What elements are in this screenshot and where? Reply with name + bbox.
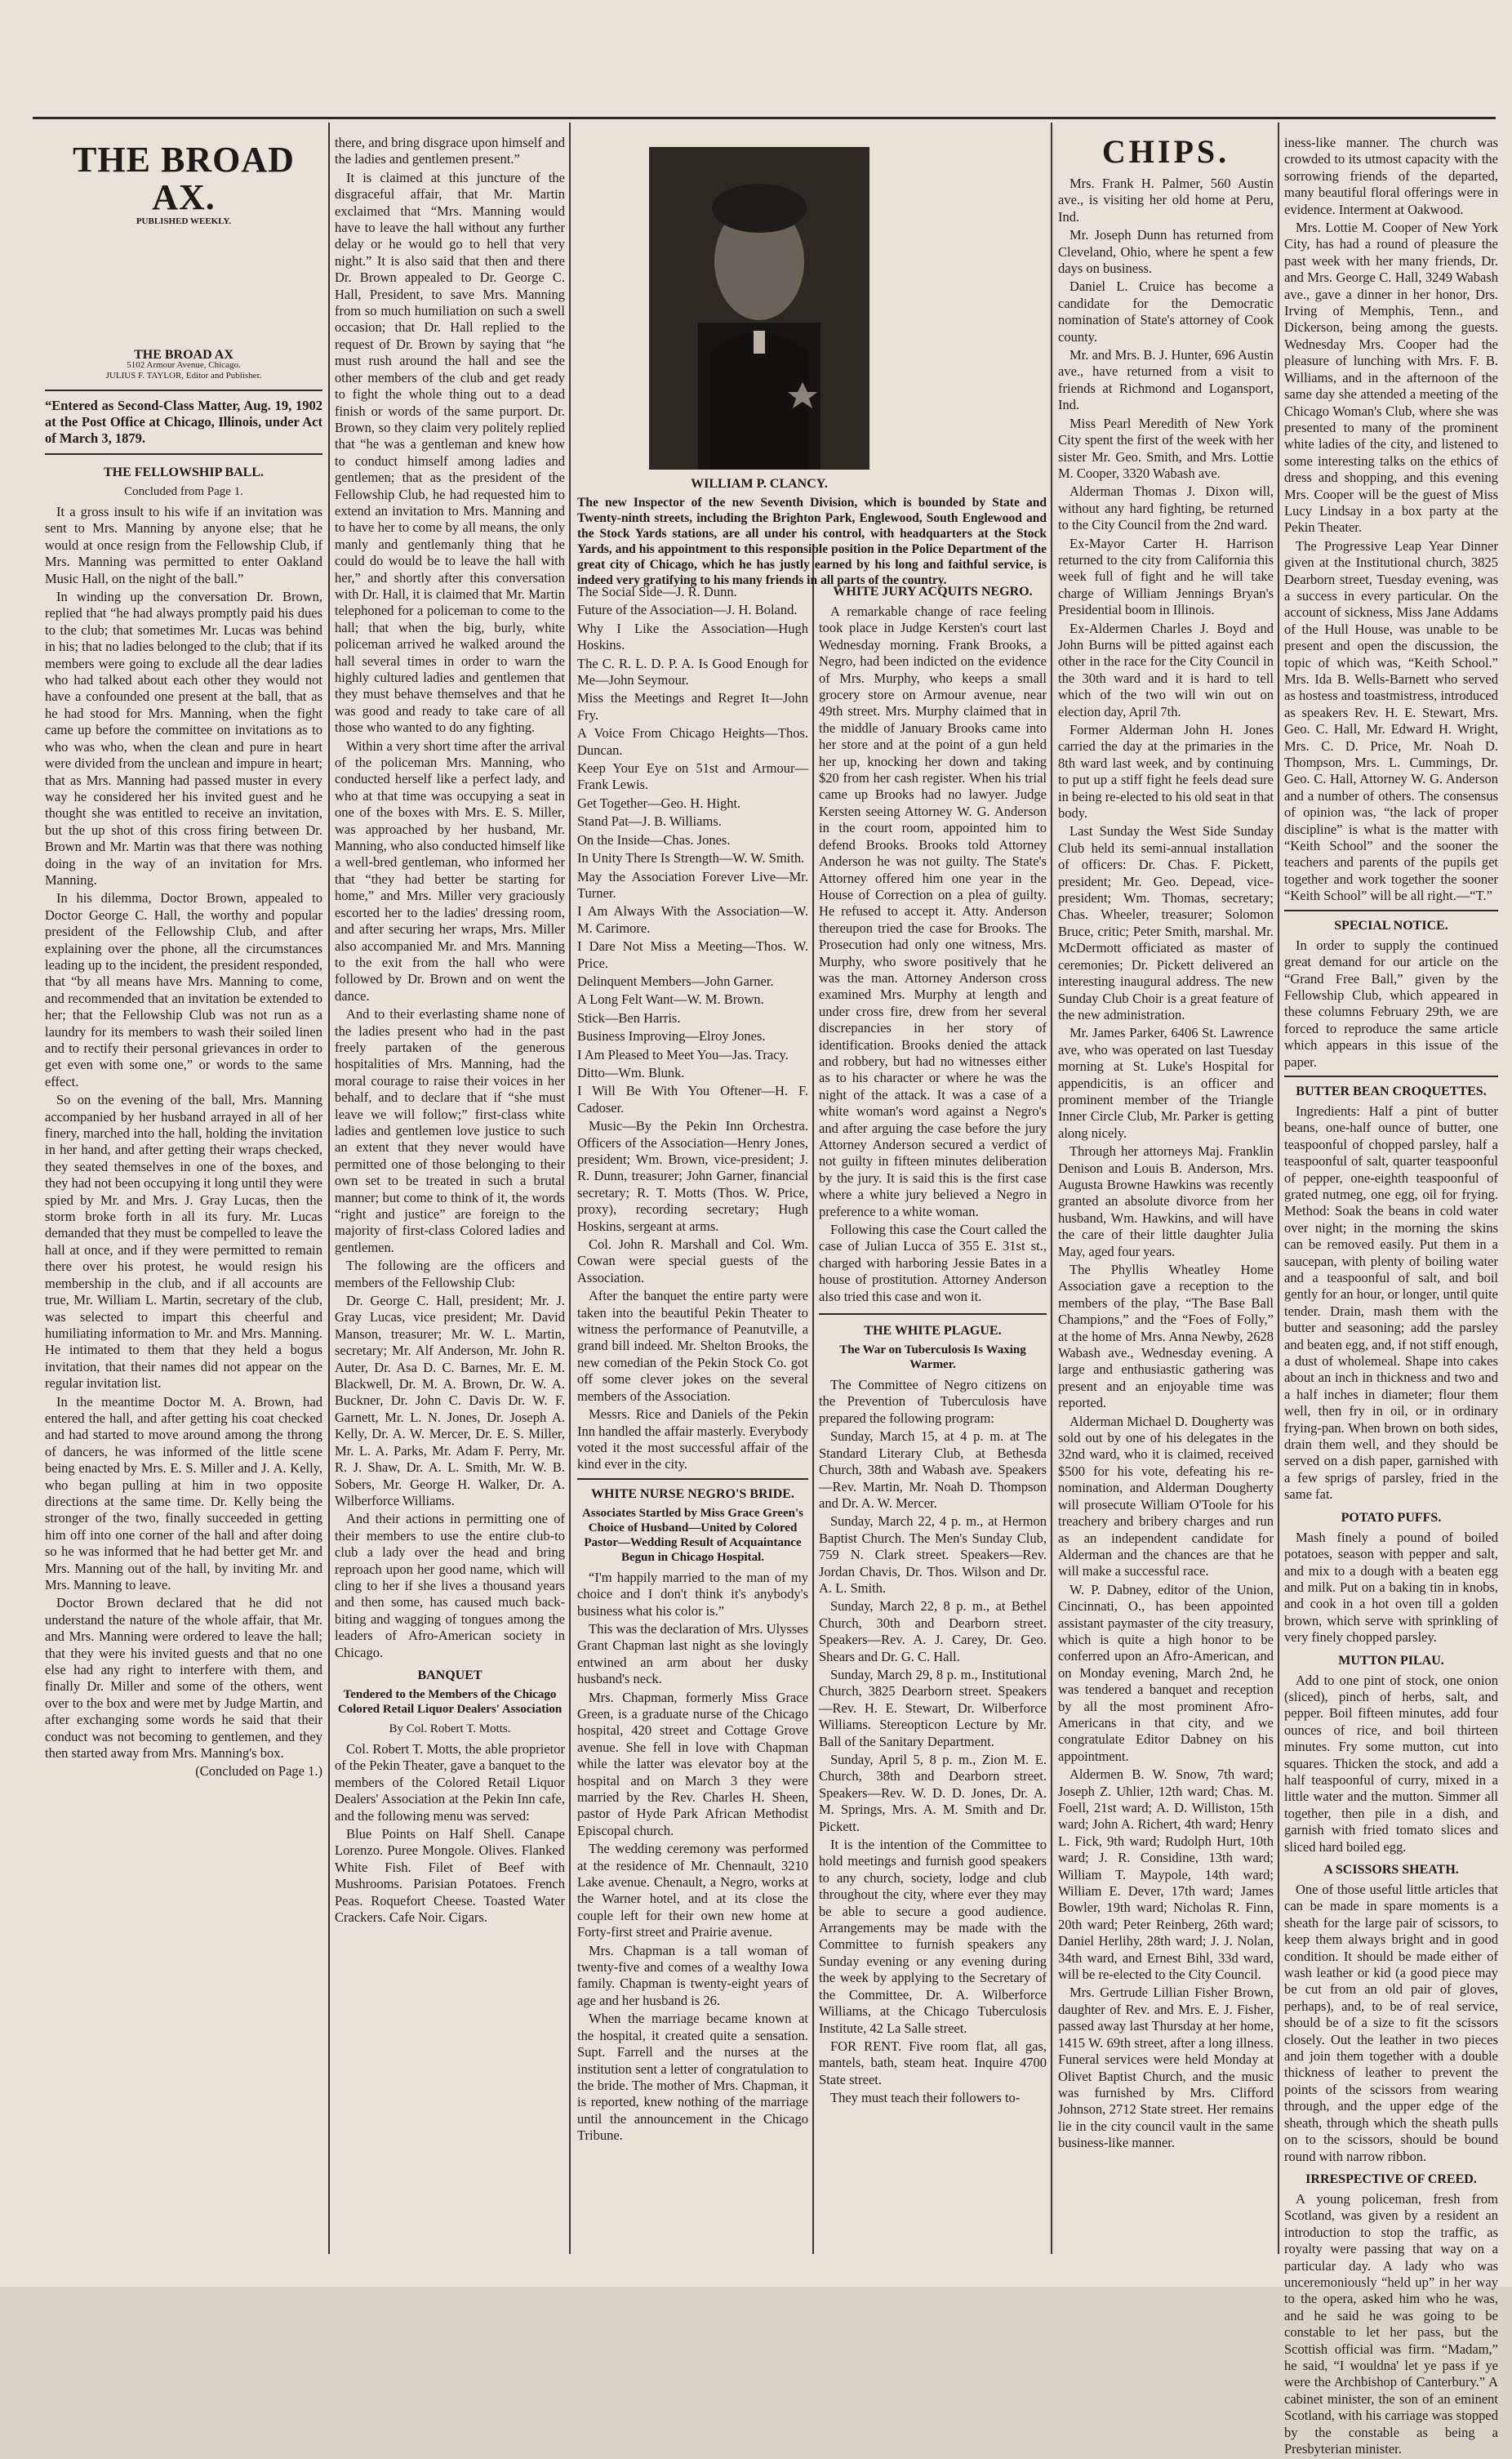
toast: Business Improving—Elroy Jones. <box>577 1028 766 1045</box>
chip-item: Miss Pearl Meredith of New York City spent the first of the week with her sister Mr. Geo. Smith, and Mrs. Lottie M. Cooper, 3320 Wabash ave. <box>1058 415 1274 481</box>
top-rule <box>33 117 1496 119</box>
paragraph: Doctor Brown declared that he did not understand the nature of the whole affair, that Mr. and Mrs. Manning were ordered to leave the hall; that they were his invited guests and that no one else had any right to interfere with them, and finally Dr. Miller and some of the others, went over to the box and were met by Judge Martin, and after exchanging some words he said that their conduct was not becoming to gentlemen, and they then started away from Mrs. Manning's box. <box>45 1595 322 1762</box>
toast: A Voice From Chicago Heights—Thos. Duncan. <box>577 725 808 758</box>
toast: Stick—Ben Harris. <box>577 1009 681 1026</box>
chip-item: Last Sunday the West Side Sunday Club held its semi-annual installation of officers: Dr. Chas. F. Pickett, president; Mr. Geo. Depead, vice-president; Wm. Thomas, secretary; Chas. Wheeler, treasurer; Solomon Bruce, critic; Peter Smith, marshal. Mr. McDermott officiated as master of ceremonies; Dr. Pickett delivered an interesting inaugural address. The new Sunday Club Choir is a great feature of the new administration. <box>1058 823 1274 1022</box>
column-rule <box>1278 123 1279 2254</box>
toast: May the Association Forever Live—Mr. Turner. <box>577 868 808 901</box>
chip-item: Daniel L. Cruice has become a candidate for the Democratic nomination of State's attorney of Cook county. <box>1058 278 1274 345</box>
chip-item: Through her attorneys Maj. Franklin Denison and Louis B. Anderson, Mrs. Augusta Browne Hawkins was recently granted an absolute divorce from her husband, Wm. Hawkins, and will have the care of their little daughter Julia May, aged four years. <box>1058 1143 1274 1259</box>
toast: On the Inside—Chas. Jones. <box>577 831 731 848</box>
chip-item: The Phyllis Wheatley Home Association gave a reception to the members of the play, “The Base Ball Champions,” and the “Foes of Folly,” at the home of Mrs. Anna Newby, 2628 Wabash ave., Wednesday evening. A large and enthusiastic gathering was present and an enjoyable time was reported. <box>1058 1262 1274 1411</box>
paragraph: Ingredients: Half a pint of butter beans, one-half ounce of butter, one teaspoonful of chopped parsley, half a teaspoonful of salt, quarter teaspoonful of pepper, one-eighth teaspoonful of grated nutmeg, one egg, oil for frying. Method: Soak the beans in cold water over night; in the morning the skins can be removed easily. Put them in a saucepan, with plenty of boiling water and a teaspoonful of salt, and boil gently for an hour, or longer, until quite tender. Drain, mash them with the butter and seasoning; add the parsley and beaten egg, and, if not stiff enough, a dust of wholemeal. Shape into cakes about an inch in thickness and two and a half inches in diameter; flour them well, then fry in oil, or in ordinary frying-pan. When brown on both sides, drain them well, and they should be served on a dish paper, garnished with a few sprigs of parsley, fried in the same fat. <box>1284 1103 1498 1503</box>
paragraph: It a gross insult to his wife if an invitation was sent to Mrs. Manning by anyone else; that he would at once resign from the Fellowship Club, if Mrs. Manning was permitted to enter Oakland Music Hall, on the night of the ball.” <box>45 504 322 586</box>
toast: The C. R. L. D. P. A. Is Good Enough for Me—John Seymour. <box>577 655 808 688</box>
chip-item: Alderman Thomas J. Dixon will, without any hard fighting, be returned to the City Council from the 2nd ward. <box>1058 483 1274 533</box>
chip-item: Mr. Joseph Dunn has returned from Cleveland, Ohio, where he spent a few days on business. <box>1058 227 1274 277</box>
sheath-title: A SCISSORS SHEATH. <box>1323 1863 1459 1877</box>
paragraph: They must teach their followers to- <box>830 2090 1021 2106</box>
banquet-byline: By Col. Robert T. Motts. <box>389 1722 511 1735</box>
chip-item: Ex-Aldermen Charles J. Boyd and John Burns will be pitted against each other in the race for the City Council in the 30th ward and it is hard to tell which of the two will win out on election day, April 7th. <box>1058 620 1274 719</box>
potato-title: POTATO PUFFS. <box>1341 1510 1442 1525</box>
column-rule <box>328 123 330 2254</box>
toast: Get Together—Geo. H. Hight. <box>577 795 741 811</box>
paragraph: Dr. George C. Hall, president; Mr. J. Gray Lucas, vice president; Mr. David Manson, treasurer; Mr. W. L. Martin, secretary; Mr. Alf Anderson, Mr. John R. Auter, Dr. Asa D. C. Barnes, Mr. E. M. Blackwell, Dr. M. A. Brown, Dr. W. A. Buckner, Dr. John C. Davis Dr. W. F. Garnett, Mr. L. N. Jones, Dr. Joseph A. Kelly, Dr. A. W. Mercer, Dr. E. S. Miller, Mr. L. A. Parks, Mr. Adam F. Perry, Mr. R. J. Shaw, Dr. A. L. Smith, Mr. W. B. Sobers, Mr. George H. Walker, Dr. A. Wilberforce Williams. <box>335 1293 565 1508</box>
paragraph: A remarkable change of race feeling took place in Judge Kersten's court last Wednesday morning. Frank Brooks, a Negro, had been indicted on the evidence of Mrs. Murphy, who keeps a small grocery store on Armour avenue, near 49th street. Mrs. Murphy claimed that in the middle of January Brooks came into her store and at the point of a gun held her up, knocking her down and taking $20 from her cash register. When his trial came up Brooks had no lawyer. Judge Kersten seeing Attorney W. G. Anderson in the court room, appointed him to defend Brooks. Brooks told Attorney Anderson he was not guilty. The State's Attorney offered him one year in the House of Correction on a plea of guilty. He refused to accept it. Atty. Anderson thereupon tried the case for Brooks. The Prosecution had only one witness, Mrs. Murphy, who swore positively that he was the man. Attorney Anderson cross examined Mrs. Murphy at length and under cross fire, drew from her several discrepancies in her story of identification. Brooks denied the attack and robbery, but had no witnesses either as to his character or where he was the night of the attack. It was a case of a white woman's word against a Negro's and after arguing the case before the jury Attorney Anderson secured a verdict of not guilty in fifteen minutes deliberation by the jury. It is said this is the first case where a white jury believed a Negro in preference to a white woman. <box>819 604 1047 1219</box>
plague-title: THE WHITE PLAGUE. <box>864 1324 1002 1339</box>
paragraph: Col. Robert T. Motts, the able proprietor of the Pekin Theater, gave a banquet to the members of the Colored Retail Liquor Dealers' Association at the Pekin Inn cafe, and the following menu was served: <box>335 1740 565 1824</box>
paragraph: there, and bring disgrace upon himself and the ladies and gentlemen present.” <box>335 135 565 167</box>
portrait-photo <box>649 147 869 470</box>
paragraph: Music—By the Pekin Inn Orchestra. Officers of the Association—Henry Jones, president; Wm. Brown, vice-president; J. R. Dunn, treasurer; John Garner, financial secretary; R. T. Motts (Thos. W. Price, proxy), recording secretary; Hugh Hoskins, sergeant at arms. <box>577 1118 808 1234</box>
paragraph: It is the intention of the Committee to hold meetings and furnish good speakers to any church, society, lodge and club throughout the city, where ever they may be able to secure a good audience. Arrangements may be made with the Committee to furnish speakers any Sunday evening or any evening during the week by applying to the Secretary of the Committee, Dr. A. Wilberforce Williams, at the Chicago Tuberculosis Institute, 42 La Salle street. <box>819 1837 1047 2036</box>
paragraph: In the meantime Doctor M. A. Brown, had entered the hall, and after getting his coat checked and had started to move around among the throng of dancers, he was informed of the little scene being enacted by Mrs. E. S. Miller and J. A. Kelly, who began pulling at him in two opposite directions at the same time. Dr. Kelly being the stronger of the two, finally succeeded in getting him off into one corner of the hall and after doing so he was informed that he had better get Mr. and Mrs. Manning out of the hall, by inviting Mr. and Mrs. Manning to leave. <box>45 1393 322 1593</box>
mutton-title: MUTTON PILAU. <box>1338 1653 1444 1668</box>
banquet-title: BANQUET <box>417 1668 483 1682</box>
toast: Keep Your Eye on 51st and Armour—Frank Lewis. <box>577 760 808 793</box>
paragraph: The following are the officers and members of the Fellowship Club: <box>335 1258 565 1290</box>
chips-title: CHIPS. <box>1101 133 1230 170</box>
column-2 <box>335 135 565 1927</box>
plague-subtitle: The War on Tuberculosis Is Waxing Warmer. <box>839 1343 1026 1372</box>
toast: Ditto—Wm. Blunk. <box>577 1064 685 1080</box>
toast: In Unity There Is Strength—W. W. Smith. <box>577 850 805 866</box>
paragraph: Sunday, March 22, 8 p. m., at Bethel Church, 30th and Dearborn street. Speakers—Rev. A. J. Carey, Dr. Geo. Shears and Dr. G. C. Hall. <box>819 1598 1047 1664</box>
portrait-caption: The new Inspector of the new Seventh Division, which is bounded by State and Twenty-ninth streets, including the Brighton Park, Englewood, South Englewood and the Stock Yards stations, are all under his control, with headquarters at the Stock Yards, and his appointment to this responsible position in the Police Department of the great city of Chicago, which he has justly earned by his long and faithful service, is indeed very gratifying to his many friends in all parts of the country. <box>577 496 1047 587</box>
column-1 <box>45 135 322 1782</box>
paragraph: Following this case the Court called the case of Julian Lucca of 355 E. 31st st., charged with harboring Jessie Bates in a house of prostitution. Attorney Anderson also tried this case and won it. <box>819 1222 1047 1304</box>
chip-item: Ex-Mayor Carter H. Harrison returned to the city from California this week full of fight and he will take charge of William Jennings Bryan's Presidential boom in Illinois. <box>1058 535 1274 618</box>
toast: I Will Be With You Oftener—H. F. Cadoser. <box>577 1083 808 1116</box>
paragraph: FOR RENT. Five room flat, all gas, mantels, bath, steam heat. Inquire 4700 State street. <box>819 2038 1047 2087</box>
paragraph: Mrs. Lottie M. Cooper of New York City, has had a round of pleasure the past week with her many friends, Dr. and Mrs. George C. Hall, 3249 Wabash ave., gave a dinner in her honor, Drs. Irving of Memphis, Tenn., and Dickerson, being among the guests. Wednesday Mrs. Cooper had the pleasure of lunching with Mrs. F. B. Williams, and in the afternoon of the same day she attended a meeting of the Chicago Woman's Club, where she was presented to many of the prominent white ladies of the city, and listened to some interesting talks on the ethics of dress and shopping, and this evening Mrs. Cooper will be the guest of Miss Lucy Lindsay in a box party at the Pekin Theater. <box>1284 220 1498 536</box>
paragraph: Sunday, March 15, at 4 p. m. at The Standard Literary Club, at Bethesda Church, 38th and Wabash ave. Speakers—Rev. Martin, Mr. Noah D. Thompson and Dr. A. W. Mercer. <box>819 1428 1047 1511</box>
column-5 <box>1058 135 1274 2154</box>
paragraph: iness-like manner. The church was crowded to its utmost capacity with the sorrowing friends of the departed, many beautiful floral offerings were in evidence. Interment at Oakwood. <box>1284 135 1498 217</box>
paragraph: Mrs. Chapman, formerly Miss Grace Green, is a graduate nurse of the Chicago hospital, 420 street and Cottage Grove avenue. She fell in love with Chapman while the latter was elevator boy at the hospital and on March 3 they were married by the Rev. Charles H. Sheen, pastor of Hyde Park African Methodist Episcopal church. <box>577 1689 808 1838</box>
paragraph: Mrs. Chapman is a tall woman of twenty-five and comes of a wealthy Iowa family. Chapman is twenty-eight years of age and her husband is 26. <box>577 1942 808 2008</box>
paragraph: Mash finely a pound of boiled potatoes, season with pepper and salt, and mix to a dough with a beaten egg and milk. Put on a baking tin in knobs, and cook in a hot oven till a golden brown, which serve with sprinkling of very finely chopped parsley. <box>1284 1529 1498 1646</box>
paragraph: And their actions in permitting one of their members to use the entire club-to club a lady over the head and bring reproach upon her good name, which will cling to her if she lives a thousand years and then some, has caused much back-biting and wagging of tongues among the leaders of Afro-American society in Chicago. <box>335 1511 565 1660</box>
paragraph: Add to one pint of stock, one onion (sliced), pinch of herbs, salt, and pepper. Boil fifteen minutes, add four ounces of rice, and boil thirteen minutes. Fry some mutton, cut into squares. Thicken the stock, and add a half teaspoonful of curry, mixed in a little water and the mutton. Simmer all together, then pile in a dish, and garnish with fried tomato slices and sliced hard boiled egg. <box>1284 1672 1498 1855</box>
masthead-address-name: THE BROAD AX <box>134 348 233 362</box>
paragraph: This was the declaration of Mrs. Ulysses Grant Chapman last night as she lovingly entwined an arm about her dusky husband's neck. <box>577 1620 808 1687</box>
toast: Why I Like the Association—Hugh Hoskins. <box>577 620 808 653</box>
nurse-title: WHITE NURSE NEGRO'S BRIDE. <box>591 1486 794 1501</box>
paragraph: When the marriage became known at the hospital, it created quite a sensation. Supt. Farrell and the nurses at the institution sent a letter of congratulation to the bride. The mother of Mrs. Chapman, it is reported, knew nothing of the marriage until the announcement in the Chicago Tribune. <box>577 2011 808 2144</box>
paragraph: The Progressive Leap Year Dinner given at the Institutional church, 3825 Dearborn street, Tuesday evening, was a success in every particular. On the account of sickness, Miss Jane Addams of the Hull House, was unable to be present and open the discussion, the topic of which was, “Keith School.” Mrs. Ida B. Wells-Barnett who served as hostess and toastmistress, introduced as speakers Rev. H. E. Stewart, Mrs. Geo. C. Hall, Mr. Edward H. Wright, Mrs. C. D. Price, Mr. Noah D. Thompson, Mrs. L. Cummings, Dr. Geo. C. Hall, Attorney W. G. Anderson and a number of others. The consensus of opinion was, “the lack of proper discipline” is what is the matter with “Keith School” and the sooner the teachers and parents of the pupils get together and work together the sooner “Keith School” will be all right.—“T.” <box>1284 537 1498 904</box>
masthead-subtitle: PUBLISHED WEEKLY. <box>136 216 232 226</box>
paragraph: Sunday, March 22, 4 p. m., at Hermon Baptist Church. The Men's Sunday Club, 759 N. Clark street. Speakers—Rev. Jordan Chavis, Dr. Thos. Wilson and Dr. A. L. Smith. <box>819 1513 1047 1596</box>
paragraph: Sunday, April 5, 8 p. m., Zion M. E. Church, 38th and Dearborn street. Speakers—Rev. W. D. D. Jones, Dr. A. M. Springs, Mrs. A. M. Smith and Dr. Pickett. <box>819 1752 1047 1834</box>
paragraph: A young policeman, fresh from Scotland, was given by a resident an introduction to stop the traffic, as royalty were passing that way on a particular day. A lady who was unceremoniously “held up” in her way to the opera, asked him who he was, and he said he was going to be constable to let her pass, but the Scottish official was firm. “Madam,” he said, “I wouldna' let ye pass if ye were the Archbishop of Canterbury.” A cabinet minister, the son of an eminent Scotland, with his carriage was stopped by the constable as being a Presbyterian minister. <box>1284 2190 1498 2457</box>
column-3 <box>577 584 808 2146</box>
chip-item: Alderman Michael D. Dougherty was sold out by one of his delegates in the 32nd ward, who it is claimed, received $500 for his vote, defeating his re-nomination, and Alderman Dougherty will prosecute William O'Toole for his treachery and bribery charges and run as an independent candidate for Alderman and the chances are that he will make a successful race. <box>1058 1413 1274 1579</box>
toast: A Long Felt Want—W. M. Brown. <box>577 991 764 1008</box>
butter-title: BUTTER BEAN CROQUETTES. <box>1296 1084 1487 1098</box>
paragraph: So on the evening of the ball, Mrs. Manning accompanied by her husband arrayed in all of her finery, marched into the hall, holding the invitation in her hand, and after getting their wraps checked, they seated themselves in one of the boxes, and they had not been occupying it long until they were spied by Mr. and Mrs. J. Gray Lucas, then the storm broke forth in all its fury. Mr. Lucas demanded that they must be compelled to leave the hall at once, and if they were permitted to remain there over his protest, he would resign his membership in the club, and if all accounts are true, Mr. William L. Martin, secretary of the club, was selected to impart this cheerful and humiliating information to Mr. and Mrs. Manning. He intimated to them that they held a bogus invitation, that their names did not appear on the regular invitation list. <box>45 1092 322 1392</box>
paragraph: One of those useful little articles that can be made in spare moments is a sheath for the large pair of scissors, to keep them always bright and in good condition. It should be made either of wash leather or kid (a good piece may be cut from an old pair of gloves, perhaps), and, to be of real service, should be of a size to fit the scissors closely. Out the leather in two pieces and join them together with a double thickness of leather to prevent the points of the scissors from wearing through, and the upper edge of the sheath, through which the sheath pulls on to the scissors, should be bound round with narrow ribbon. <box>1284 1882 1498 2164</box>
chip-item: W. P. Dabney, editor of the Union, Cincinnati, O., has been appointed assistant paymaster of the city treasury, which is quite a high honor to be conferred upon an Afro-American, and on Monday evening, March 2nd, he was tendered a banquet and reception by all the most prominent Afro-Americans in that city, and we congratulate Editor Dabney on his appointment. <box>1058 1581 1274 1764</box>
column-rule <box>1051 123 1052 2254</box>
masthead-title: THE BROAD AX. <box>73 140 295 217</box>
jury-title: WHITE JURY ACQUITS NEGRO. <box>833 585 1033 599</box>
fellowship-subtitle: Concluded from Page 1. <box>124 485 243 498</box>
paragraph: The wedding ceremony was performed at the residence of Mr. Chennault, 3210 Lake avenue. Chenault, a Negro, works at the Warner hotel, and at its close the couple left for their own new home at Forty-first street and Prairie avenue. <box>577 1841 808 1940</box>
paragraph: In winding up the conversation Dr. Brown, replied that “he had always promptly paid his dues to the club; that sometimes Mr. Lucas was behind in his; that no ladies belonged to the club; that if its members were going to exclude all the dear ladies who had talked about each other they would not have a confounded one present at the ball, that as he had stood for Mrs. Manning, when the fight came up before the committee on invitations as to who was who, when the clean and pure in heart were divided from the unclean and impure in heart; that as Mrs. Manning had passed muster in every way he considered her his invited guest and he thought she was entitled to receive an invitation, but the up shot of this cross firing between Dr. Brown and Mr. Martin was that there was nothing doing in the way of an invitation for Mrs. Manning. <box>45 589 322 888</box>
chip-item: Mrs. Gertrude Lillian Fisher Brown, daughter of Rev. and Mrs. E. J. Fisher, passed away last Thursday at her home, 1415 W. 69th street, after a long illness. Funeral services were held Monday at Olivet Baptist Church, and the music was furnished by Mrs. Clifford Johnson, 2712 State street. Her remains lie in the city council vault in the same business-like manner. <box>1058 1985 1274 2151</box>
paragraph: In order to supply the continued great demand for our article on the “Grand Free Ball,” given by the Fellowship Club, which appeared in these columns February 29th, we are forced to reproduce the same article which appears in this issue of the paper. <box>1284 937 1498 1070</box>
toast: I Am Pleased to Meet You—Jas. Tracy. <box>577 1046 789 1062</box>
toast: Delinquent Members—John Garner. <box>577 973 774 989</box>
nurse-subtitle: Associates Startled by Miss Grace Green's Choice of Husband—United by Colored Pastor—Wedding Result of Acquaintance Begun in Chicago Hospital. <box>582 1506 803 1564</box>
chip-item: Aldermen B. W. Snow, 7th ward; Joseph Z. Uhlier, 12th ward; Chas. M. Foell, 21st ward; A. D. Williston, 15th ward; John A. Richert, 4th ward; Henry L. Fick, 9th ward; Rudolph Hurt, 10th ward; J. R. Considine, 13th ward; William T. Maypole, 14th ward; William E. Dever, 17th ward; James Bowler, 19th ward; Nicholas R. Finn, 20th ward; Peter Reinberg, 26th ward; Daniel Herlihy, 28th ward; J. J. Nolan, 34th ward, and Ernest Bihl, 33d ward, will be re-elected to the City Council. <box>1058 1766 1274 1983</box>
paragraph: After the banquet the entire party were taken into the beautiful Pekin Theater to witness the performance of Peanutville, a grand bill indeed. Mr. Shelton Brooks, the new comedian of the Pekin Stock Co. got off some clever jokes on the several members of the Association. <box>577 1288 808 1404</box>
paragraph: “I'm happily married to the man of my choice and I don't think it's anybody's business what his color is.” <box>577 1569 808 1619</box>
paragraph: In his dilemma, Doctor Brown, appealed to Doctor George C. Hall, the worthy and popular president of the Fellowship Club, and after explaining over the phone, all the circumstances leading up to the incident, the president responded, that “by all means have Mrs. Manning to come, and recommended that an invitation be extended to her; that the Fellowship Club was not run as a laundry for its members to wash their soiled linen and to rectify their personal grievances in order to get even with some one,” or words to the same effect. <box>45 890 322 1089</box>
paragraph: Within a very short time after the arrival of the policeman Mrs. Manning, who conducted herself like a perfect lady, and who at that time was occupying a seat in one of the boxes with Mrs. E. S. Miller, was approached by her husband, Mr. Manning, who also conducted himself like a well-bred gentleman, who informed her that “they had better be starting for home,” and Mrs. Miller very graciously escorted her to the ladies' dressing room, and after securing her wraps, Mrs. Miller also accompanied Mr. and Mrs. Manning to the exit from the hall who were followed by Dr. Brown and on went the dance. <box>335 737 565 1004</box>
column-rule <box>812 547 814 2254</box>
creed-title: IRRESPECTIVE OF CREED. <box>1305 2172 1477 2186</box>
chip-item: Mr. James Parker, 6406 St. Lawrence ave, who was operated on last Tuesday morning at St. Luke's Hospital for appendicitis, is an officer and prominent member of the Triangle Inner Circle Club, Mr. Parker is getting along nicely. <box>1058 1025 1274 1141</box>
toast: I Am Always With the Association—W. M. Carimore. <box>577 903 808 936</box>
portrait-image <box>649 147 869 470</box>
column-6 <box>1284 135 1498 2459</box>
menu: Blue Points on Half Shell. Canape Lorenzo. Puree Mongole. Olives. Flanked White Fish. Filet of Beef with Mushrooms. Parisian Potatoes. French Peas. Roquefort Cheese. Toasted Water Crackers. Cafe Noir. Cigars. <box>335 1826 565 1926</box>
masthead-editor: JULIUS F. TAYLOR, Editor and Publisher. <box>105 371 262 381</box>
toast: The Social Side—J. R. Dunn. <box>577 584 737 599</box>
notice-title: SPECIAL NOTICE. <box>1334 918 1448 933</box>
column-rule <box>569 123 571 2254</box>
paragraph: It is claimed at this juncture of the disgraceful affair, that Mr. Martin exclaimed that “Mrs. Manning would have to leave the hall without any further delay or he would go to hell that very night.” It is also said that then and there Dr. Brown appealed to Dr. George C. Hall, President, to save Mrs. Manning from so much humiliation on such a swell occasion; that Dr. Hall replied to the request of Dr. Brown by saying that “he must rush around the hall and see the other members of the club and get ready to fight the whole thing out to a dead finish or words of the same purport. Dr. Brown, so they claim very politely replied that “he was a gentleman and knew how to conduct himself among ladies and gentlemen; that as the president of the Fellowship Club, he had requested him to extend an invitation to Mrs. Manning and to have her to come by all means, the only manly and gentlemanly thing that he could do would be to leave the hall with her,” and shortly after this conversation with Dr. Hall, it is claimed that Mr. Martin telephoned for a policeman to come to the hall; that when the big, burly, white policeman arrived he walked around the hall several times in order to warn the highly cultured ladies and gentlemen that they must behave themselves and that he was good and ready to take care of all those who wanted to do any fighting. <box>335 169 565 736</box>
chip-item: Mrs. Frank H. Palmer, 560 Austin ave., is visiting her old home at Peru, Ind. <box>1058 176 1274 225</box>
paragraph: And to their everlasting shame none of the ladies present who had in the past freely partaken of the generous hospitalities of Mrs. Manning, had the moral courage to raise their voices in her behalf, and to declare that if “she must leave we will follow;” first-class white ladies and gentlemen love justice to such an extent that they never would have permitted one of those belonging to their own set to be treated in such a brutal manner; but come to think of it, the words “right and justice” are foreign to the majority of first-class Colored ladies and gentlemen. <box>335 1006 565 1255</box>
entered-notice: “Entered as Second-Class Matter, Aug. 19, 1902 at the Post Office at Chicago, Illinois, under Act of March 3, 1879. <box>45 398 322 446</box>
column-4 <box>819 584 1047 2109</box>
chip-item: Former Alderman John H. Jones carried the day at the primaries in the 8th ward last week, and by continuing to put up a stiff fight he feels dead sure in being re-elected to his old seat in that body. <box>1058 722 1274 822</box>
paragraph: Col. John R. Marshall and Col. Wm. Cowan were special guests of the Association. <box>577 1236 808 1285</box>
paragraph: Sunday, March 29, 8 p. m., Institutional Church, 3825 Dearborn street. Speakers—Rev. H. E. Stewart, Dr. Wilberforce Williams. Stereopticon Lecture by Mr. Ball of the Sanitary Department. <box>819 1666 1047 1749</box>
toast: Stand Pat—J. B. Williams. <box>577 813 722 830</box>
masthead-address: 5102 Armour Avenue, Chicago. <box>127 360 241 370</box>
chip-item: Mr. and Mrs. B. J. Hunter, 696 Austin ave., have returned from a visit to friends at Richmond and Logansport, Ind. <box>1058 347 1274 413</box>
paragraph: The Committee of Negro citizens on the Prevention of Tuberculosis have prepared the following program: <box>819 1377 1047 1426</box>
paragraph: Messrs. Rice and Daniels of the Pekin Inn handled the affair masterly. Everybody voted it the most successful affair of the kind ever in the city. <box>577 1406 808 1472</box>
toast: I Dare Not Miss a Meeting—Thos. W. Price. <box>577 938 808 971</box>
portrait-name: WILLIAM P. CLANCY. <box>691 477 828 491</box>
fellowship-title: THE FELLOWSHIP BALL. <box>103 466 265 479</box>
banquet-subtitle: Tendered to the Members of the Chicago Colored Retail Liquor Dealers' Association <box>337 1687 563 1716</box>
toast: Future of the Association—J. H. Boland. <box>577 602 798 618</box>
toast: Miss the Meetings and Regret It—John Fry. <box>577 690 808 723</box>
continued-note: (Concluded on Page 1.) <box>195 1763 322 1780</box>
